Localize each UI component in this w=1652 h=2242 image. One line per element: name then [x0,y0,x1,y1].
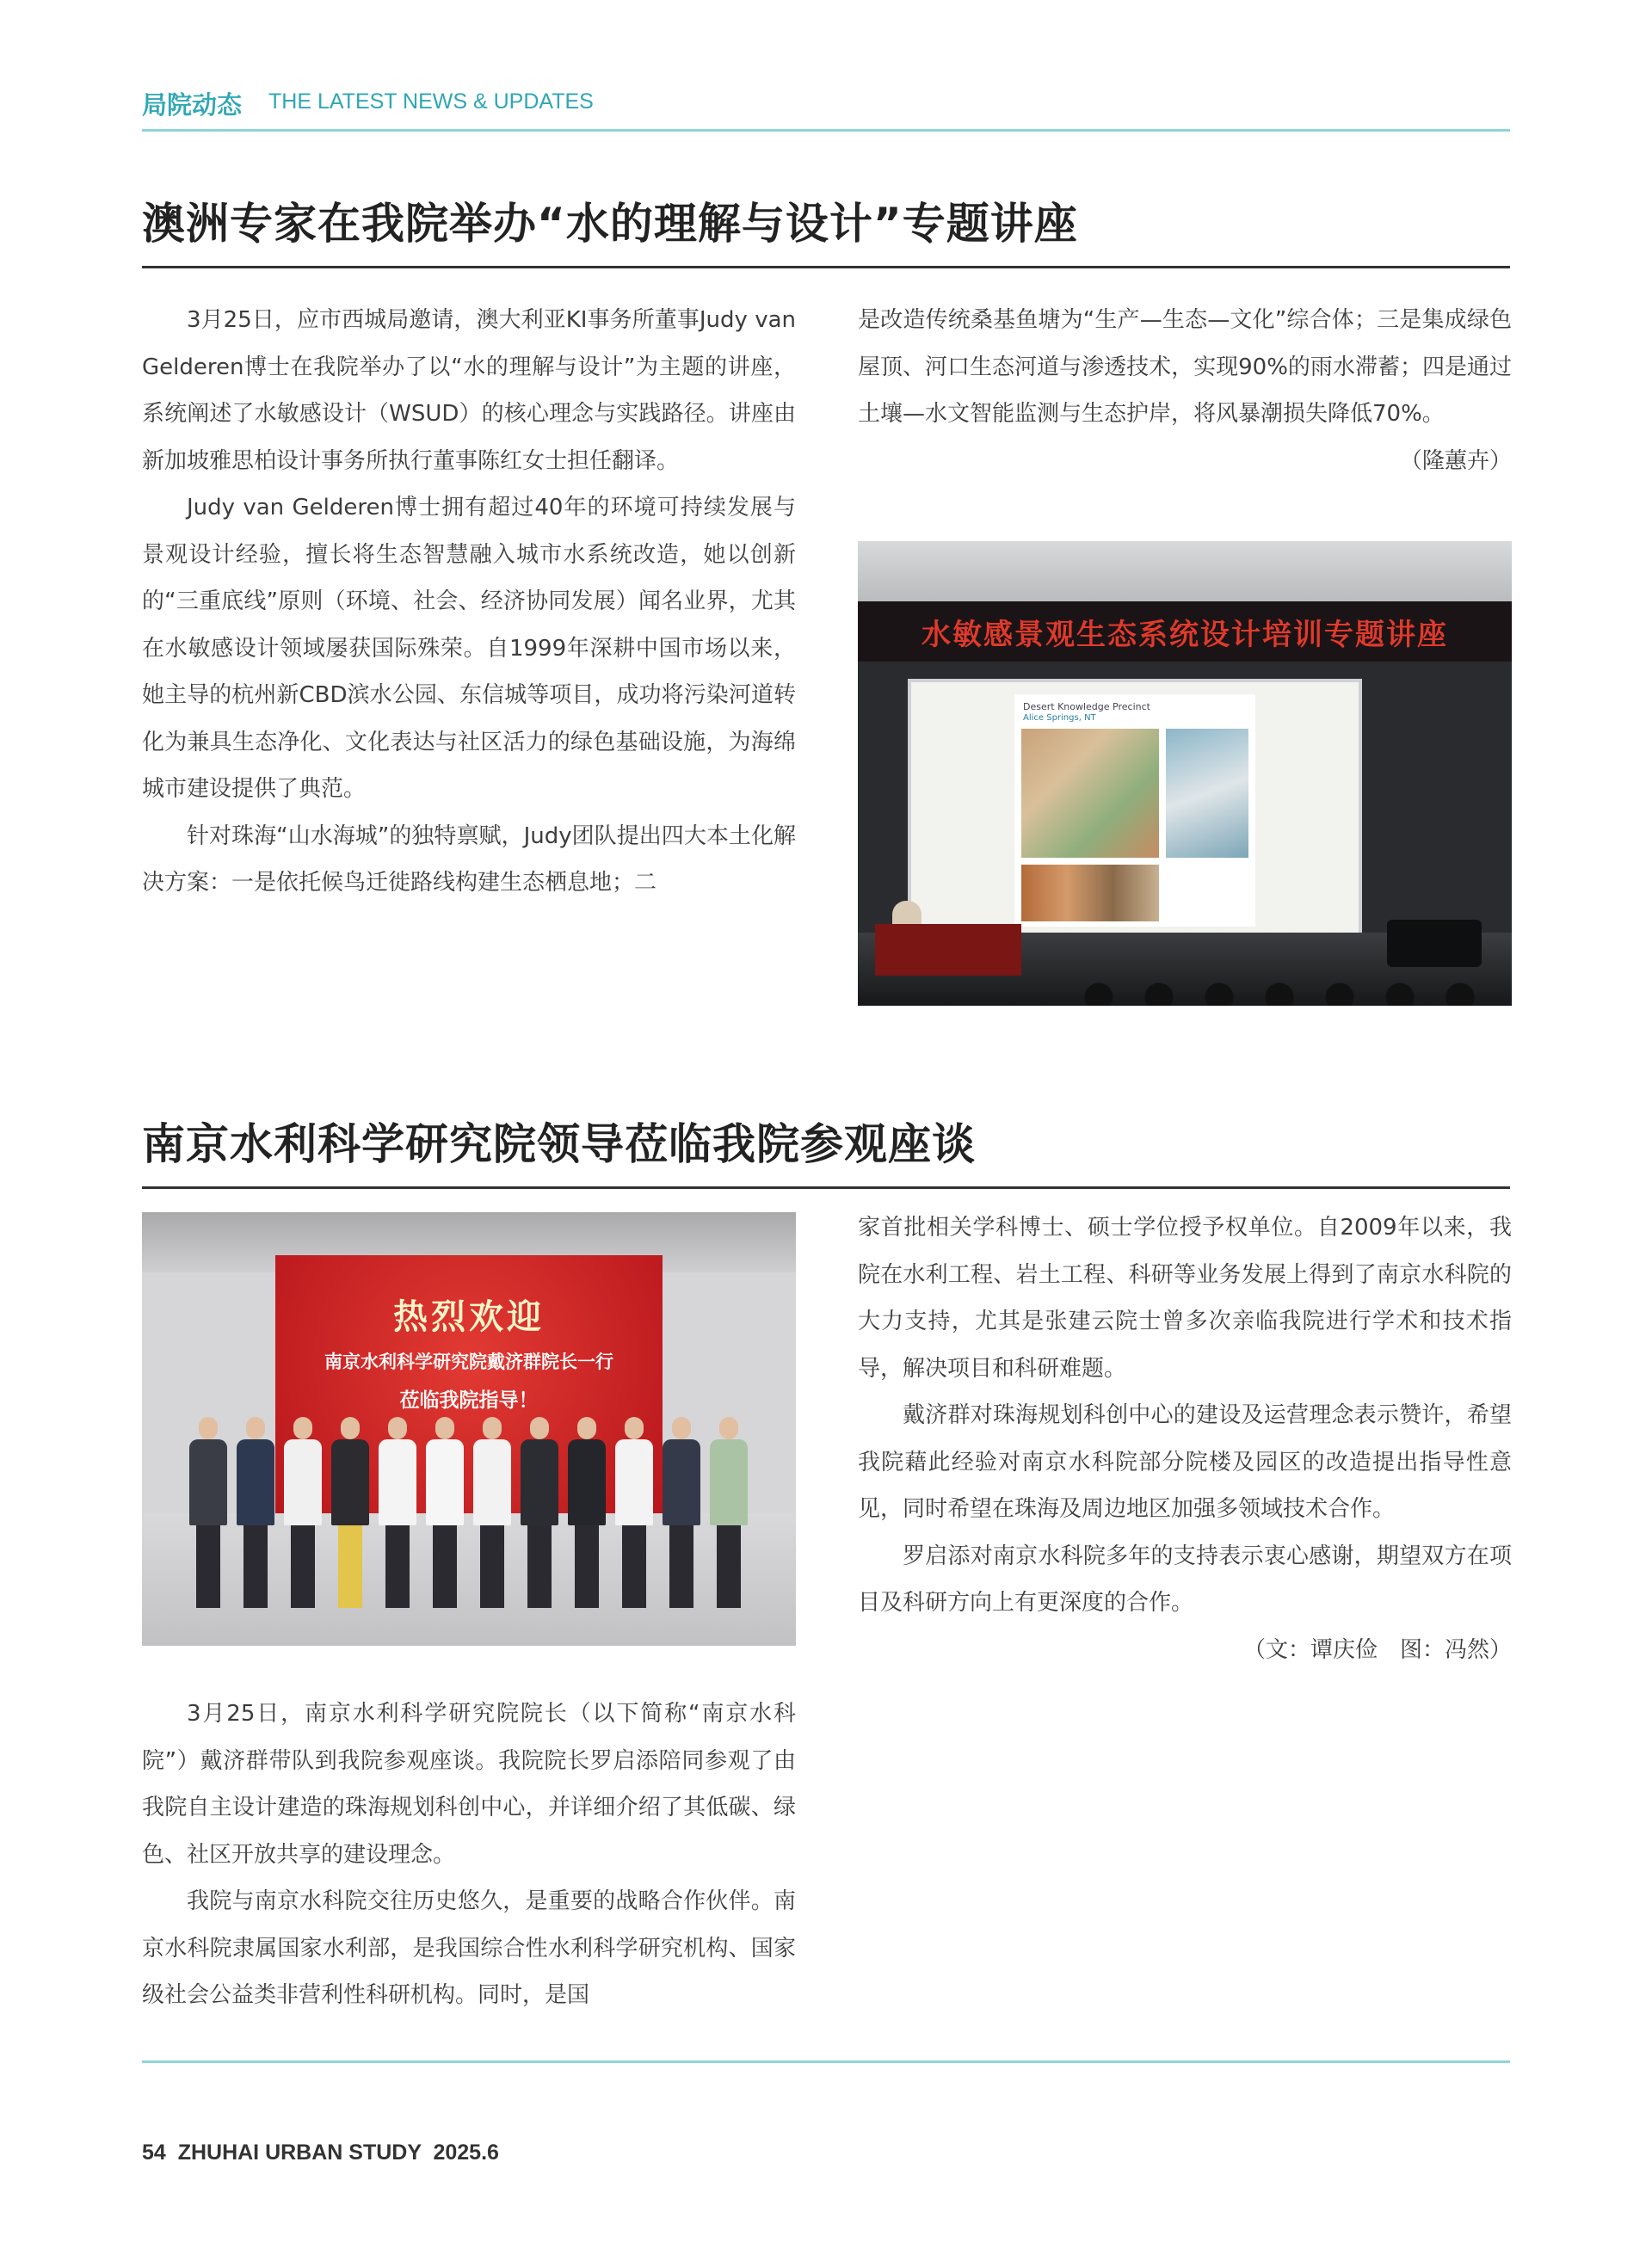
audience-heads [1082,971,1495,1006]
article2-left-column [142,1691,796,2019]
person-figure [331,1417,369,1611]
welcome-line-1: 热烈欢迎 [393,1297,545,1337]
slide-subtitle: Alice Springs, NT [1023,713,1096,723]
article1-paragraph: Judy van Gelderen博士拥有超过40年的环境可持续发展与景观设计经验，擅长将生态智慧融入城市水系统改造，她以创新的“三重底线”原则（环境、社会、经济协同发展）闻名业界，尤其在水敏感设计领域屡获国际殊荣。自1999年深耕中国市场以来，她主导的杭州新CBD滨水公园、东信城等项目，成功将污染河道转化为兼具生态净化、文化表达与社区活力的绿色基础设施，为海绵城市建设提供了典范。 [142,495,796,802]
article1-paragraph: 是改造传统桑基鱼塘为“生产—生态—文化”综合体；三是集成绿色屋顶、河口生态河道与渗透技术，实现90%的雨水滞蓄；四是通过土壤—水文智能监测与生态护岸，将风暴潮损失降低70%。 [858,307,1512,427]
footer-page-info: 54 ZHUHAI URBAN STUDY 2025.6 [142,2140,499,2165]
article2-paragraph: 3月25日，南京水利科学研究院院长（以下简称“南京水科院”）戴济群带队到我院参观座谈。我院院长罗启添陪同参观了由我院自主设计建造的珠海规划科创中心，并详细介绍了其低碳、绿色、社区开放共享的建设理念。 [142,1701,796,1868]
article2-paragraph: 罗启添对南京水科院多年的支持表示衷心感谢，期望双方在项目及科研方向上有更深度的合作。 [858,1543,1512,1616]
slide-title: Desert Knowledge Precinct [1023,701,1150,712]
article1-title-rule [142,266,1510,268]
person-figure [521,1417,558,1611]
person-figure [284,1417,322,1611]
lecture-banner-text: 水敏感景观生态系统设计培训专题讲座 [922,617,1448,652]
article2-byline: （文：谭庆俭 图：冯然） [1242,1636,1512,1663]
person-figure [710,1417,748,1611]
article1-title: 澳洲专家在我院举办“水的理解与设计”专题讲座 [142,199,1078,249]
photo-wall [858,541,1512,601]
person-figure [663,1417,700,1611]
header-rule [142,129,1510,132]
section-title-en: THE LATEST NEWS & UPDATES [268,89,594,114]
article1-right-column [858,297,1512,484]
welcome-line-2: 南京水利科学研究院戴济群院长一行 [324,1352,613,1372]
article1-paragraph: 3月25日，应市西城局邀请，澳大利亚KI事务所董事Judy van Gelderen博士在我院举办了以“水的理解与设计”为主题的讲座，系统阐述了水敏感设计（WSUD）的核心理念与实践路径。讲座由新加坡雅思柏设计事务所执行董事陈红女士担任翻译。 [142,307,796,474]
person-figure [189,1417,227,1611]
projection-screen [908,679,1362,944]
slide-photo-strip [1021,865,1159,921]
article2-paragraph: 我院与南京水科院交往历史悠久，是重要的战略合作伙伴。南京水科院隶属国家水利部，是我国综合性水利科学研究机构、国家级社会公益类非营利性科研机构。同时，是国 [142,1888,796,2008]
podium-table [875,924,1021,976]
article2-title-rule [142,1186,1510,1189]
article2-paragraph: 戴济群对珠海规划科创中心的建设及运营理念表示赞许，希望我院藉此经验对南京水科院部分院楼及园区的改造提出指导性意见，同时希望在珠海及周边地区加强多领域技术合作。 [858,1402,1512,1522]
person-figure [426,1417,464,1611]
group-people [189,1417,757,1615]
lecture-photo [858,541,1512,1006]
article1-paragraph: 针对珠海“山水海城”的独特禀赋，Judy团队提出四大本土化解决方案：一是依托候鸟迁徙路线构建生态栖息地；二 [142,822,796,896]
article2-paragraph: 家首批相关学科博士、硕士学位授予权单位。自2009年以来，我院在水利工程、岩土工程、科研等业务发展上得到了南京水科院的大力支持，尤其是张建云院士曾多次亲临我院进行学术和技术指导，解决项目和科研难题。 [858,1215,1512,1382]
person-figure [237,1417,274,1611]
section-title-zh: 局院动态 [142,90,243,120]
lecture-banner [858,601,1512,662]
group-photo [142,1212,796,1646]
person-figure [568,1417,606,1611]
article2-right-column [858,1204,1512,1673]
article2-title: 南京水利科学研究院领导莅临我院参观座谈 [142,1119,976,1169]
article1-left-column [142,297,796,907]
footer-rule [142,2060,1510,2063]
article1-byline: （隆蕙卉） [1399,447,1512,474]
person-figure [379,1417,416,1611]
person-figure [615,1417,653,1611]
welcome-line-3: 莅临我院指导！ [399,1389,539,1412]
slide-map-image [1021,729,1159,858]
person-figure [473,1417,511,1611]
presentation-slide [1014,694,1255,927]
video-camera [1387,920,1482,967]
slide-diagram-image [1166,729,1248,858]
